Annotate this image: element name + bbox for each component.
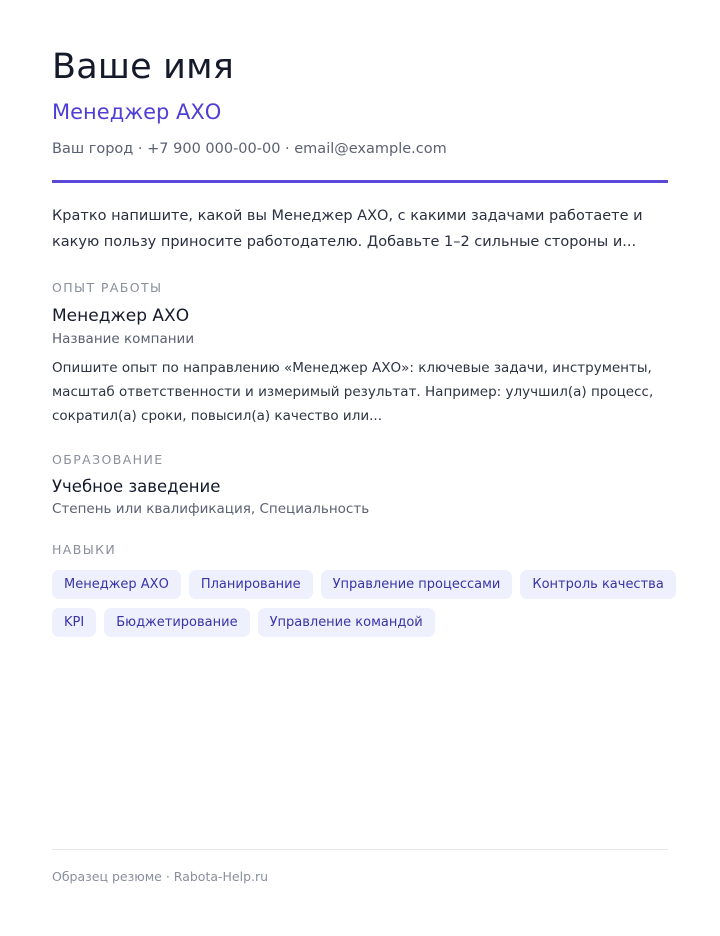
- skill-chip: Бюджетирование: [104, 608, 249, 637]
- footer-text: Образец резюме · Rabota-Help.ru: [52, 869, 269, 884]
- skills-list: [52, 570, 668, 646]
- skill-chip: Управление командой: [258, 608, 435, 637]
- summary-text: Кратко напишите, какой вы Менеджер АХО, с какими задачами работаете и какую пользу приносите работодателю. Добавьте 1–2 сильные стороны и...: [52, 208, 643, 250]
- education-institution: Учебное заведение: [52, 477, 221, 496]
- skill-chip: Контроль качества: [520, 570, 675, 599]
- skill-chip: KPI: [52, 608, 96, 637]
- job-title: Менеджер АХО: [52, 306, 190, 326]
- skills-row: [52, 608, 668, 637]
- footer-divider: [52, 849, 668, 850]
- skill-chip: Управление процессами: [321, 570, 513, 599]
- skill-chip: Менеджер АХО: [52, 570, 181, 599]
- contact-line: Ваш город · +7 900 000-00-00 · email@example.com: [52, 141, 447, 157]
- resume-page: [52, 0, 668, 936]
- skill-chip: Планирование: [189, 570, 313, 599]
- skills-row: [52, 570, 668, 599]
- candidate-name: Ваше имя: [52, 47, 234, 87]
- job-description: Опишите опыт по направлению «Менеджер АХО»: ключевые задачи, инструменты, масштаб ответственности и измеримый результат. Например: улучшил(а) процесс, сократил(а) сроки, повысил(а) качество или...: [52, 360, 654, 424]
- education-section-title: ОБРАЗОВАНИЕ: [52, 452, 164, 467]
- education-degree: Степень или квалификация, Специальность: [52, 501, 370, 517]
- company-name: Название компании: [52, 331, 195, 347]
- accent-divider: [52, 180, 668, 183]
- candidate-position: Менеджер АХО: [52, 100, 222, 124]
- skills-section-title: НАВЫКИ: [52, 542, 117, 557]
- experience-section-title: ОПЫТ РАБОТЫ: [52, 280, 163, 295]
